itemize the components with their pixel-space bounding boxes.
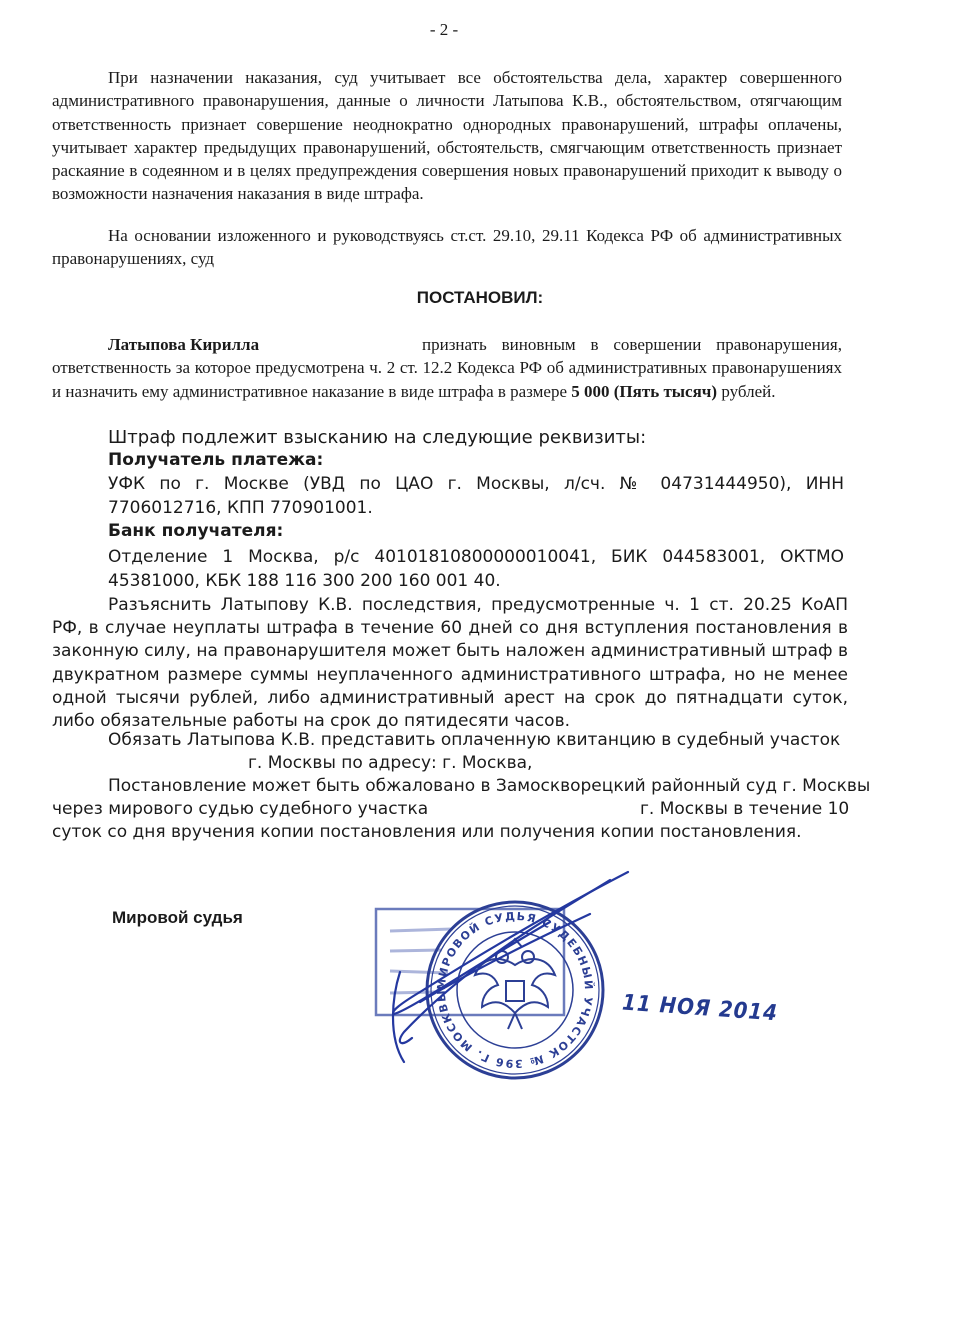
date-stamp: 11 НОЯ 2014 <box>621 990 779 1027</box>
resolution-heading: ПОСТАНОВИЛ: <box>416 288 544 307</box>
oblige-line-2: г. Москвы по адресу: г. Москва, <box>248 753 533 773</box>
bank-details: Отделение 1 Москва, р/с 40101810800000010041, БИК 044583001, ОКТМО 45381000, КБК 188 116 300 200 160 001 40. <box>108 547 844 591</box>
paragraph-circumstances: При назначении наказания, суд учитывает все обстоятельства дела, характер совершенного административного правонарушения, данные о личности Латыпова К.В., обстоятельством, отягчающим ответственность признает совершение неоднократно однородных правонарушений, штрафы оплачены, учитывает характер предыдущих правонарушений, обстоятельств, смягчающим ответственность признает раскаяние в содеянном и в целях предупреждения совершения новых правонарушений приходит к выводу о возможности назначения наказания в виде штрафа. <box>52 68 842 204</box>
recipient-details: УФК по г. Москве (УВД по ЦАО г. Москвы, л/сч. № 04731444950), ИНН 7706012716, КПП 770901001. <box>108 474 844 518</box>
bank-label: Банк получателя: <box>108 521 284 541</box>
appeal-line-3: суток со дня вручения копии постановления или получения копии постановления. <box>52 822 802 842</box>
appeal-line-2b: г. Москвы в течение 10 <box>640 799 850 819</box>
page-number: - 2 - <box>429 20 459 39</box>
paragraph-consequences: Разъяснить Латыпову К.В. последствия, предусмотренные ч. 1 ст. 20.25 КоАП РФ, в случае неуплаты штрафа в течение 60 дней со дня вступления постановления в законную силу, на правонарушителя может быть наложен административный штраф в двукратном размере суммы неуплаченного административного штрафа, но не менее одной тысячи рублей, либо административный арест на срок до пятнадцати суток, либо обязательные работы на срок до пятидесяти часов. <box>52 595 848 732</box>
fine-intro: Штраф подлежит взысканию на следующие реквизиты: <box>108 427 647 448</box>
paragraph-grounds: На основании изложенного и руководствуясь ст.ст. 29.10, 29.11 Кодекса РФ об административных правонарушениях, суд <box>52 226 842 269</box>
verdict-block <box>52 333 842 403</box>
appeal-line-1: Постановление может быть обжаловано в Замоскворецкий районный суд г. Москвы <box>108 776 871 796</box>
verdict-text-end: рублей. <box>717 381 776 401</box>
defendant-name: Латыпова Кирилла <box>108 335 260 354</box>
recipient-label: Получатель платежа: <box>108 450 324 470</box>
seal-ring-text: МИРОВОЙ СУДЬЯ СУДЕБНЫЙ УЧАСТОК № 396 Г. МОСКВЫ <box>434 909 596 1071</box>
verdict-text-main: признать виновным в совершении правонарушения, ответственность за которое предусмотрена ч. 2 ст. 12.2 Кодекса РФ об административных правонарушениях и назначить ему административное наказание в виде штрафа в размере <box>52 335 842 401</box>
oblige-line-1: Обязать Латыпова К.В. представить оплаченную квитанцию в судебный участок <box>108 730 841 750</box>
appeal-line-2a: через мирового судью судебного участка <box>52 799 429 819</box>
judge-label: Мировой судья <box>112 908 243 927</box>
fine-amount: 5 000 (Пять тысяч) <box>571 381 718 401</box>
signature <box>360 862 640 1072</box>
